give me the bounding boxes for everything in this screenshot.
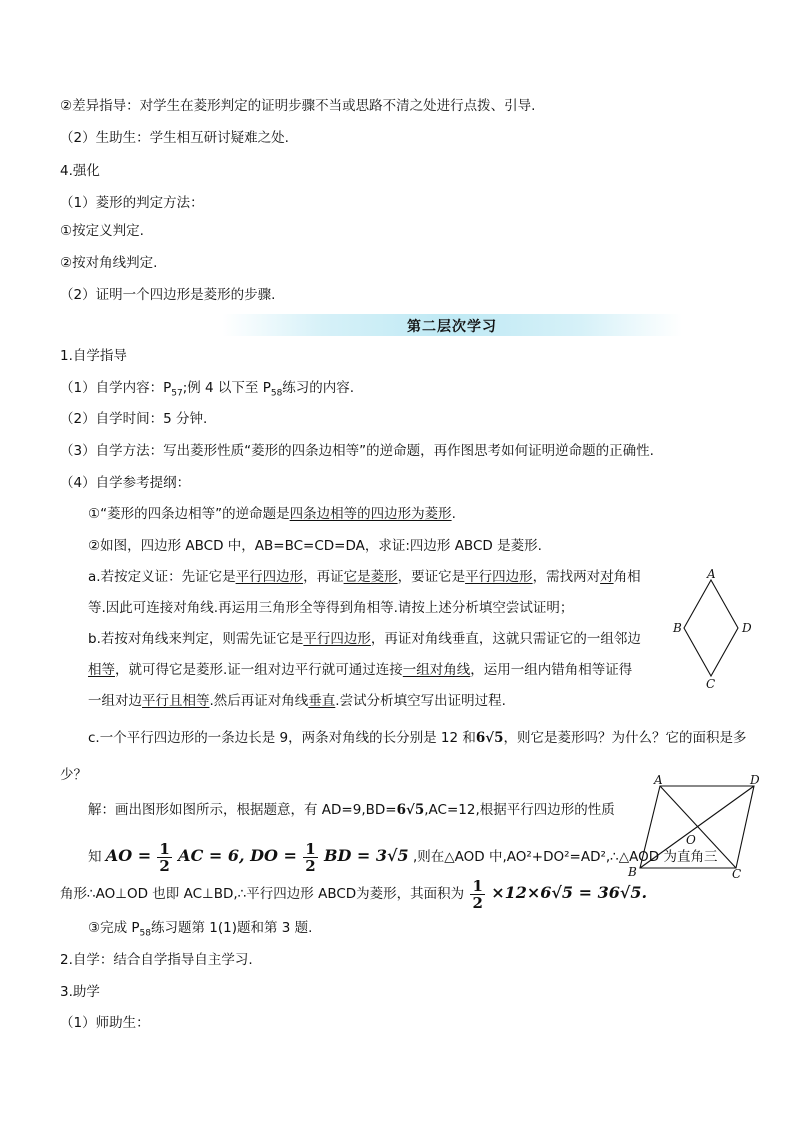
method-heading: （1）菱形的判定方法： [60,195,204,211]
converse-answer: 四条边相等的四边形为菱形 [289,506,452,522]
para-label-o: O [686,833,696,847]
fraction-half-3: $\frac{1}{2}$ [472,876,483,912]
method-b-line-2: 相等，就可得它是菱形.证一组对边平行就可通过连接一组对角线，运用一组内错角相等证得 [88,662,633,678]
proof-steps-line: （2）证明一个四边形是菱形的步骤. [60,287,276,303]
method-a-line-2: 等.因此可连接对角线.再运用三角形全等得到角相等.请按上述分析填空尝试证明； [88,600,574,616]
rhombus-shape [684,580,738,676]
section-banner [222,314,682,336]
exercise-line: ③完成 $P_{58}$练习题第 1(1)题和第 3 题. [88,920,313,939]
section-heading-strengthen: 4.强化 [60,163,100,179]
para-label-b: B [628,865,637,879]
assist-heading: 3.助学 [60,984,100,1000]
converse-statement: ①“菱形的四条边相等”的逆命题是四条边相等的四边形为菱形. [88,506,456,522]
self-study-method: （3）自学方法：写出菱形性质“菱形的四条边相等”的逆命题，再作图思考如何证明逆命题的正确性. [60,443,654,459]
solution-line-2: 知 AO = $\frac{1}{2}$ AC = 6, DO = $\frac{1}{2}$ BD = 3√5 ,则在△AOD 中,AO²+DO²=AD²,∴△AOD 为直角三 [88,839,718,875]
rhombus-label-c: C [706,677,716,690]
guidance-line-2: （2）生助生：学生相互研讨疑难之处. [60,130,289,146]
self-study-2: 2.自学：结合自学指导自主学习. [60,952,253,968]
self-study-time: （2）自学时间：5 分钟. [60,411,208,427]
fraction-half-1: $\frac{1}{2}$ [159,839,170,875]
self-study-heading: 1.自学指导 [60,348,127,364]
problem-statement: ②如图，四边形 ABCD 中，AB=BC=CD=DA，求证:四边形 ABCD 是菱形. [88,538,542,554]
teacher-assist: （1）师助生： [60,1015,150,1031]
rhombus-figure [668,566,768,690]
method-b-line-1: b.若按对角线来判定，则需先证它是平行四边形，再证对角线垂直，这就只需证它的一组邻边 [88,631,641,647]
problem-c-line-2: 少？ [60,767,87,783]
diagonal-ac [660,786,736,868]
fraction-half-2: $\frac{1}{2}$ [305,839,316,875]
banner-title: 第二层次学习 [407,319,497,335]
parallelogram-figure [624,772,770,882]
solution-line-3: 角形∴AO⊥OD 也即 AC⊥BD,∴平行四边形 ABCD为菱形，其面积为 $\frac{1}{2}$ ×12×6√5 = 36√5. [60,876,648,912]
problem-c-line-1: c.一个平行四边形的一条边长是 9，两条对角线的长分别是 12 和6√5，则它是菱形吗？为什么？它的面积是多 [88,730,747,746]
guidance-line-1: ②差异指导：对学生在菱形判定的证明步骤不当或思路不清之处进行点拨、引导. [60,98,536,114]
para-label-d: D [750,773,760,787]
solution-line-1: 解：画出图形如图所示，根据题意，有 AD=9,BD=6√5,AC=12,根据平行四边形的性质 [88,802,615,818]
method-item-1: ①按定义判定. [60,223,144,239]
method-item-2: ②按对角线判定. [60,255,158,271]
para-label-c: C [732,867,742,881]
six-root-five: 6√5 [475,730,504,746]
method-a-line-1: a.若按定义证：先证它是平行四边形，再证它是菱形，要证它是平行四边形，需找两对对角相 [88,569,641,585]
rhombus-label-a: A [707,567,716,581]
para-label-a: A [654,773,663,787]
self-study-content: （1）自学内容：$P_{57}$;例 4 以下至 $P_{58}$练习的内容. [60,380,355,399]
method-b-line-3: 一组对边平行且相等.然后再证对角线垂直.尝试分析填空写出证明过程. [88,693,506,709]
rhombus-label-d: D [742,621,752,635]
self-study-outline: （4）自学参考提纲： [60,475,191,491]
rhombus-label-b: B [673,621,682,635]
